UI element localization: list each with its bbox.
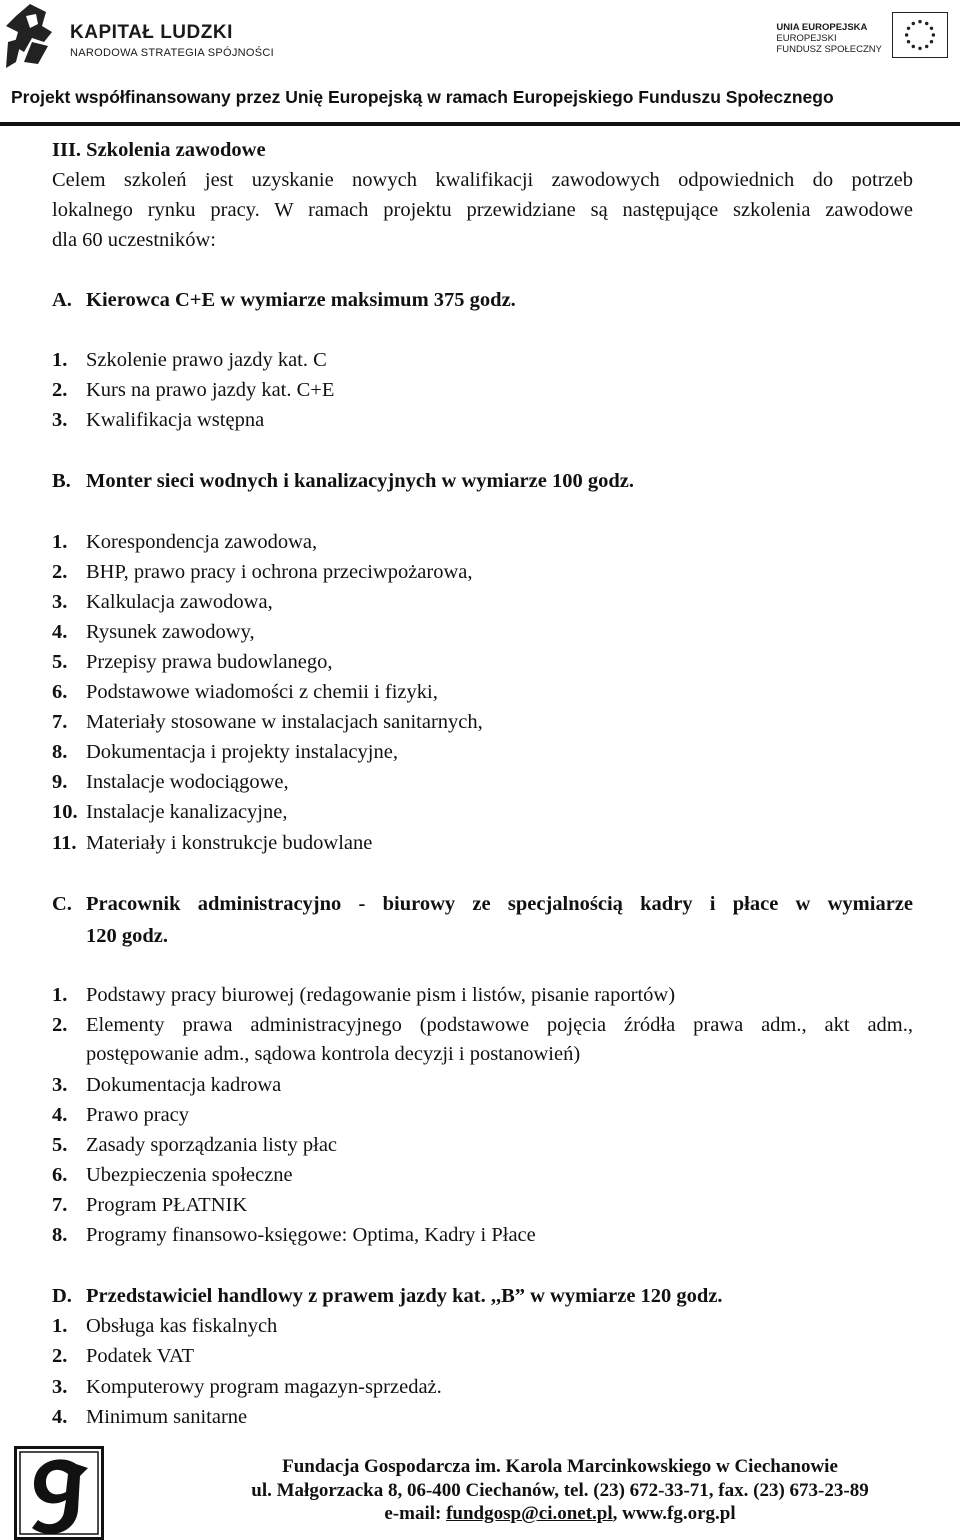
header-divider (0, 122, 960, 126)
course-d-item-text: Podatek VAT (86, 1345, 195, 1367)
course-b-item-text: Rysunek zawodowy, (86, 621, 255, 643)
course-c-letter: C. (52, 893, 72, 915)
footer-email-link[interactable]: fundgosp@ci.onet.pl (446, 1503, 613, 1524)
footer-contact (170, 1503, 950, 1525)
course-c-item-num: 7. (52, 1194, 68, 1216)
course-d-item-num: 2. (52, 1345, 68, 1367)
course-c-item-num: 6. (52, 1164, 68, 1186)
course-b-item-text: Korespondencja zawodowa, (86, 531, 318, 553)
course-d-item-text: Minimum sanitarne (86, 1406, 248, 1428)
course-b-item-text: Instalacje wodociągowe, (86, 771, 289, 793)
course-c-item-text: Dokumentacja kadrowa (86, 1074, 282, 1096)
course-c-item-num: 2. (52, 1014, 68, 1036)
course-b-item-num: 9. (52, 771, 68, 793)
footer-address: ul. Małgorzacka 8, 06-400 Ciechanów, tel. (23) 672-33-71, fax. (23) 673-23-89 (251, 1480, 869, 1501)
footer-email-label: e-mail: (384, 1503, 447, 1524)
course-c-item-num: 1. (52, 984, 68, 1006)
course-b-item-text: Materiały i konstrukcje budowlane (86, 832, 373, 854)
course-d-item-text: Obsługa kas fiskalnych (86, 1315, 278, 1337)
course-c-title-line-2: 120 godz. (86, 925, 168, 947)
course-c-item-text: Program PŁATNIK (86, 1194, 248, 1216)
course-c-item-num: 4. (52, 1104, 68, 1126)
course-b-item-text: Materiały stosowane w instalacjach sanitarnych, (86, 711, 483, 733)
course-c-item-text: Ubezpieczenia społeczne (86, 1164, 293, 1186)
course-d-item-num: 3. (52, 1376, 68, 1398)
course-c-title-line-1: Pracownik administracyjno - biurowy ze specjalnością kadry i płace w wymiarze (86, 893, 913, 915)
course-b-item-num: 8. (52, 741, 68, 763)
course-b-item-num: 3. (52, 591, 68, 613)
course-a-title: Kierowca C+E w wymiarze maksimum 375 godz. (86, 289, 516, 311)
course-c-item-num: 3. (52, 1074, 68, 1096)
course-d-item-text: Komputerowy program magazyn-sprzedaż. (86, 1376, 442, 1398)
course-c-item-text: Programy finansowo-księgowe: Optima, Kadry i Płace (86, 1224, 536, 1246)
course-c-item-text: Zasady sporządzania listy płac (86, 1134, 338, 1156)
foundation-logo (14, 1446, 104, 1540)
course-d-letter: D. (52, 1285, 72, 1307)
course-a-item-text: Kwalifikacja wstępna (86, 409, 265, 431)
project-cofinancing-line: Projekt współfinansowany przez Unię Europejską w ramach Europejskiego Funduszu Społecznego (11, 87, 834, 107)
ue-wordmark (776, 22, 882, 55)
course-d-item-num: 1. (52, 1315, 68, 1337)
course-c-item-text: Elementy prawa administracyjnego (podstawowe pojęcia źródła prawa adm., akt adm., (86, 1014, 913, 1036)
section-title: III. Szkolenia zawodowe (52, 139, 266, 161)
course-c-item-text: Podstawy pracy biurowej (redagowanie pism i listów, pisanie raportów) (86, 984, 676, 1006)
course-b-item-num: 10. (52, 801, 78, 823)
ue-line3: FUNDUSZ SPOŁECZNY (776, 44, 882, 55)
eu-flag-icon (892, 12, 948, 58)
intro-line-1: Celem szkoleń jest uzyskanie nowych kwalifikacji zawodowych odpowiednich do potrzeb (52, 169, 913, 191)
course-a-item-text: Szkolenie prawo jazdy kat. C (86, 349, 327, 371)
intro-line-2: lokalnego rynku pracy. W ramach projektu przewidziane są następujące szkolenia zawodowe (52, 199, 913, 221)
course-b-letter: B. (52, 470, 71, 492)
course-a-item-num: 2. (52, 379, 68, 401)
course-b-item-num: 7. (52, 711, 68, 733)
course-b-item-num: 5. (52, 651, 68, 673)
course-a-letter: A. (52, 289, 72, 311)
kl-title: KAPITAŁ LUDZKI (70, 22, 233, 43)
course-a-item-text: Kurs na prawo jazdy kat. C+E (86, 379, 335, 401)
course-b-item-num: 6. (52, 681, 68, 703)
page-header (0, 0, 960, 128)
course-b-item-text: Dokumentacja i projekty instalacyjne, (86, 741, 398, 763)
kapital-ludzki-logo (2, 2, 60, 70)
footer-foundation-name: Fundacja Gospodarcza im. Karola Marcinkowskiego w Ciechanowie (282, 1456, 838, 1477)
course-a-item-num: 3. (52, 409, 68, 431)
footer-website[interactable]: , www.fg.org.pl (612, 1503, 736, 1524)
course-b-item-text: Kalkulacja zawodowa, (86, 591, 273, 613)
course-b-item-text: Przepisy prawa budowlanego, (86, 651, 333, 673)
course-b-item-num: 2. (52, 561, 68, 583)
ue-line1: UNIA EUROPEJSKA (776, 22, 868, 33)
course-d-item-num: 4. (52, 1406, 68, 1428)
course-b-item-text: BHP, prawo pracy i ochrona przeciwpożarowa, (86, 561, 473, 583)
course-a-item-num: 1. (52, 349, 68, 371)
course-c-item-text-continued: postępowanie adm., sądowa kontrola decyzji i postanowień) (86, 1043, 581, 1065)
course-b-item-text: Instalacje kanalizacyjne, (86, 801, 288, 823)
course-c-item-num: 8. (52, 1224, 68, 1246)
course-d-title: Przedstawiciel handlowy z prawem jazdy kat. ,,B” w wymiarze 120 godz. (86, 1285, 723, 1307)
kapital-ludzki-wordmark (70, 22, 274, 60)
course-b-item-num: 4. (52, 621, 68, 643)
course-c-item-num: 5. (52, 1134, 68, 1156)
course-c-item-text: Prawo pracy (86, 1104, 190, 1126)
course-b-item-text: Podstawowe wiadomości z chemii i fizyki, (86, 681, 438, 703)
course-b-item-num: 1. (52, 531, 68, 553)
course-b-item-num: 11. (52, 832, 77, 854)
ue-line2: EUROPEJSKI (776, 33, 837, 44)
course-b-title: Monter sieci wodnych i kanalizacyjnych w wymiarze 100 godz. (86, 470, 634, 492)
intro-line-3: dla 60 uczestników: (52, 229, 216, 251)
kl-subtitle: NARODOWA STRATEGIA SPÓJNOŚCI (70, 47, 274, 59)
